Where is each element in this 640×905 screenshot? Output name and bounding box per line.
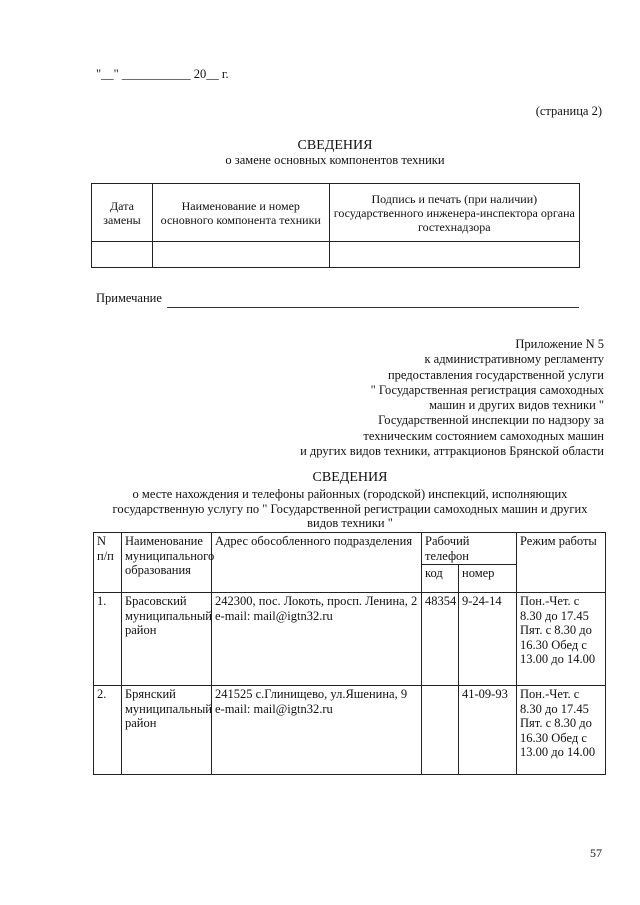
appendix-line: к административному регламенту (424, 352, 604, 367)
row-municipality: Брянский муниципальный район (122, 686, 212, 775)
col-replace-date: Дата замены (92, 184, 153, 242)
table-row (94, 686, 606, 775)
col-number: номер (459, 565, 517, 593)
components-table (91, 183, 580, 268)
col-code: код (422, 565, 459, 593)
section2-subtitle (92, 487, 608, 531)
table-header-row (94, 533, 606, 565)
appendix-line: Приложение N 5 (515, 337, 604, 351)
page-number: 57 (590, 846, 602, 860)
subtitle-line: государственную услугу по " Государственной регистрации самоходных машин и других (112, 501, 588, 516)
table-header-row (92, 184, 580, 242)
row-address-cell (212, 593, 422, 686)
col-phone: Рабочий телефон (422, 533, 517, 565)
appendix-line: " Государственная регистрация самоходных (370, 382, 604, 397)
col-num: N п/п (94, 533, 122, 593)
row-schedule: Пон.-Чет. с 8.30 до 17.45 Пят. с 8.30 до 16.30 Обед с 13.00 до 14.00 (517, 686, 606, 775)
row-address: 241525 с.Глинищево, ул.Яшенина, 9 (215, 687, 408, 701)
row-schedule: Пон.-Чет. с 8.30 до 17.45 Пят. с 8.30 до 16.30 Обед с 13.00 до 14.00 (517, 593, 606, 686)
row-number: 9-24-14 (459, 593, 517, 686)
col-municipality: Наименование муниципального образования (122, 533, 212, 593)
row-address-cell (212, 686, 422, 775)
section2-title: СВЕДЕНИЯ (312, 470, 388, 485)
appendix-line: предоставления государственной услуги (387, 367, 604, 382)
table-row (94, 593, 606, 686)
appendix-line: техническим состоянием самоходных машин (363, 428, 604, 443)
row-municipality: Брасовский муниципальный район (122, 593, 212, 686)
col-schedule: Режим работы (517, 533, 606, 593)
table-row (92, 242, 580, 268)
section1-title: СВЕДЕНИЯ (297, 138, 373, 153)
page-label: (страница 2) (535, 104, 602, 118)
col-signature: Подпись и печать (при наличии) государственного инженера-инспектора органа гостехнадзора (329, 184, 579, 242)
subtitle-line: о месте нахождения и телефоны районных (городской) инспекций, исполняющих (132, 487, 568, 501)
inspections-table (93, 532, 606, 775)
appendix-block (300, 337, 604, 459)
appendix-line: машин и других видов техники " (429, 398, 604, 413)
row-email: e-mail: mail@igtn32.ru (215, 608, 333, 623)
date-line: "__" ___________ 20__ г. (96, 67, 229, 81)
row-email: e-mail: mail@igtn32.ru (215, 701, 333, 716)
appendix-line: и других видов техники, аттракционов Брянской области (300, 444, 604, 459)
appendix-line: Государственной инспекции по надзору за (378, 413, 604, 428)
col-address: Адрес обособленного подразделения (212, 533, 422, 593)
row-num: 2. (94, 686, 122, 775)
row-number: 41-09-93 (459, 686, 517, 775)
row-num: 1. (94, 593, 122, 686)
section1-subtitle: о замене основных компонентов техники (225, 153, 445, 167)
note-label: Примечание (96, 291, 162, 305)
subtitle-line: видов техники " (307, 516, 393, 530)
note-line (167, 307, 579, 308)
row-code (422, 686, 459, 775)
col-component-name: Наименование и номер основного компонента техники (152, 184, 329, 242)
row-address: 242300, пос. Локоть, просп. Ленина, 2 (215, 594, 418, 608)
row-code: 48354 (422, 593, 459, 686)
